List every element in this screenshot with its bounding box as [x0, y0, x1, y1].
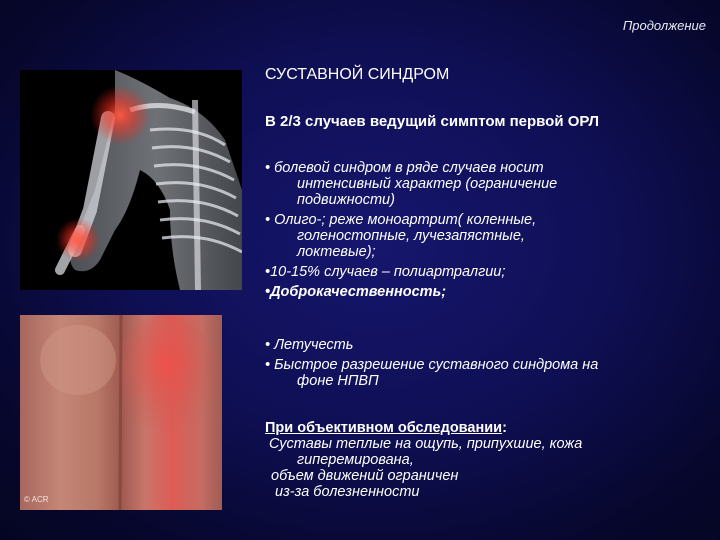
continuation-note: Продолжение [622, 18, 706, 33]
bullet-text: 10-15% случаев – полиартралгии; [270, 264, 506, 280]
knee-photo [20, 315, 222, 510]
slide-subtitle: В 2/3 случаев ведущий симптом первой ОРЛ [265, 113, 599, 130]
bullet-marker: • [265, 337, 271, 353]
exam-heading [265, 420, 705, 436]
symptom-list [265, 160, 705, 304]
list-item [265, 337, 705, 353]
exam-line: Суставы теплые на ощупь, припухшие, кожа [269, 436, 583, 452]
list-item [265, 212, 705, 260]
list-item [265, 160, 705, 208]
xray-illustration [20, 70, 242, 290]
bullet-text-cont: фоне НПВП [297, 373, 379, 389]
bullet-marker: • [265, 284, 271, 300]
bullet-marker: • [265, 160, 271, 176]
bullet-text: болевой синдром в ряде случаев носит [274, 160, 544, 176]
bullet-text-cont: локтевые); [297, 244, 376, 260]
symptom-list-2 [265, 337, 705, 389]
list-item [265, 264, 705, 280]
slide-title: СУСТАВНОЙ СИНДРОМ [265, 66, 450, 83]
bullet-text-cont: подвижности) [297, 192, 395, 208]
list-item [265, 357, 705, 389]
list-item [265, 284, 705, 300]
bullet-text-cont: интенсивный характер (ограничение [297, 176, 558, 192]
bullet-text-cont: голеностопные, лучезапястные, [297, 228, 525, 244]
bullet-text: Летучесть [274, 337, 354, 353]
knee-illustration [20, 315, 222, 510]
bullet-marker: • [265, 357, 271, 373]
exam-heading-text: При объективном обследовании [265, 420, 503, 436]
exam-findings [265, 420, 705, 500]
bullet-text: Доброкачественность; [270, 284, 447, 300]
exam-heading-suffix: : [502, 420, 507, 436]
image-credit: © ACR [24, 495, 49, 504]
exam-line: из-за болезненности [275, 484, 420, 500]
exam-line: гиперемирована, [297, 452, 414, 468]
bullet-text: Быстрое разрешение суставного синдрома на [274, 357, 599, 373]
exam-line: объем движений ограничен [271, 468, 459, 484]
shoulder-xray-image [20, 70, 242, 290]
bullet-text: Олиго-; реже моноартрит( коленные, [274, 212, 537, 228]
bullet-marker: • [265, 212, 271, 228]
bullet-marker: • [265, 264, 271, 280]
